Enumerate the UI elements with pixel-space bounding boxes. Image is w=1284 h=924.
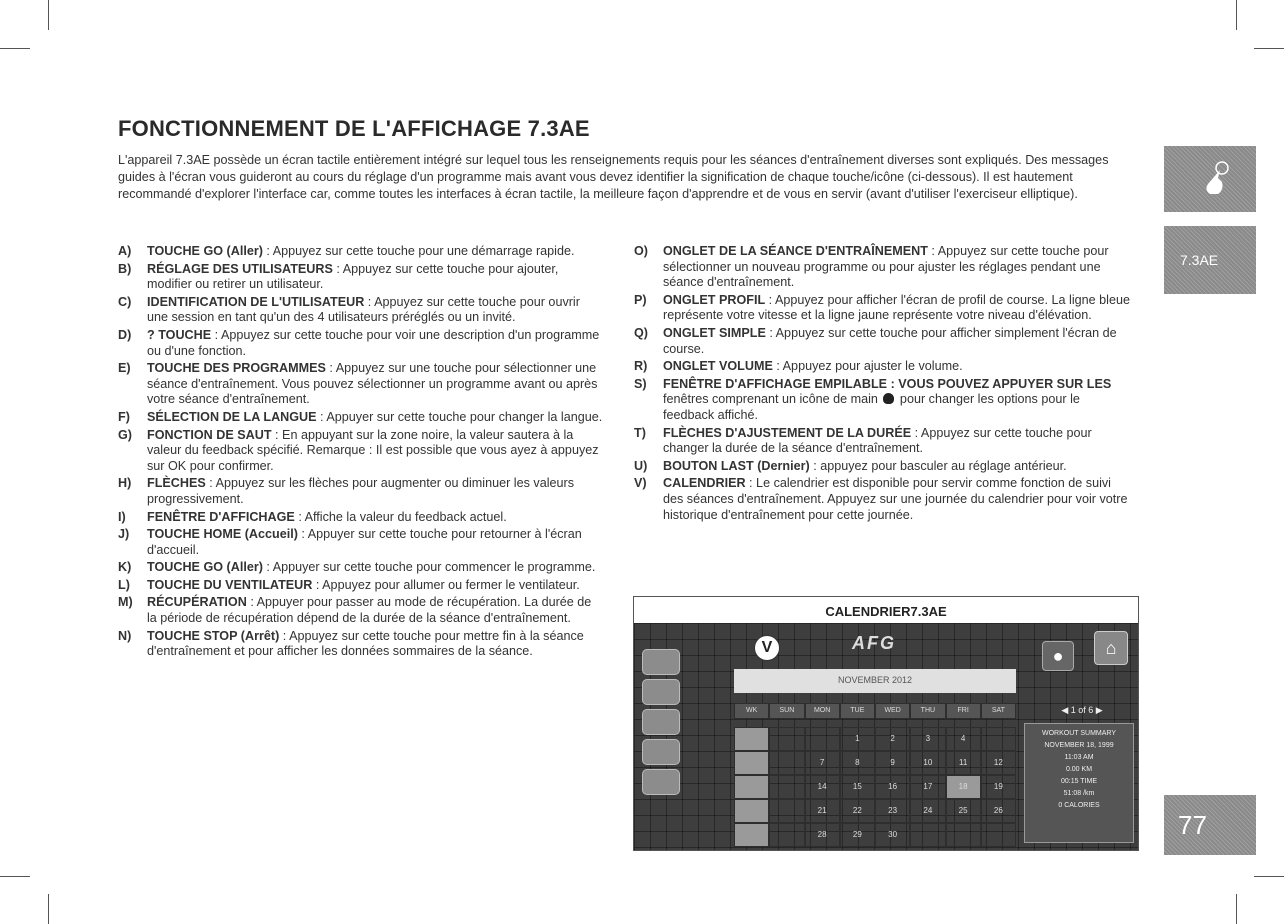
item-text: : Appuyer sur cette touche pour commencer le programme.: [262, 560, 596, 575]
calendar-day: 18: [946, 775, 981, 799]
calendar-header-cell: MON: [805, 703, 840, 719]
item-letter: I): [118, 509, 126, 524]
item-heading: FLÈCHES: [147, 476, 206, 491]
item-text: : En appuyant sur la zone noire, la valeur sautera à la valeur du feedback spécifié. Remarque : Il est possible que vous ayez à appuyez sur OK pour confirmer.: [147, 427, 599, 473]
item-text: : Affiche la valeur du feedback actuel.: [294, 509, 507, 524]
summary-line: 0.00 KM: [1065, 766, 1093, 773]
calendar-week-row: [734, 823, 1016, 847]
calendar-header-cell: TUE: [840, 703, 875, 719]
calendar-day: 22: [840, 799, 875, 823]
calendar-header-cell: WK: [734, 703, 769, 719]
calendar-day: 26: [981, 799, 1016, 823]
item-letter: N): [118, 628, 132, 643]
calendar-day: 17: [910, 775, 945, 799]
list-item: [118, 328, 604, 359]
calendar-week-cell: [734, 775, 769, 799]
item-letter: H): [118, 476, 132, 491]
side-button: [642, 769, 680, 795]
item-heading: TOUCHE DU VENTILATEUR: [147, 577, 313, 592]
calendar-day: 15: [840, 775, 875, 799]
brand-logo: AFG: [852, 633, 896, 653]
list-item: [118, 410, 604, 426]
item-letter: G): [118, 427, 132, 442]
calendar-day: [946, 823, 981, 847]
calendar-day: 12: [981, 751, 1016, 775]
item-text: : Appuyer sur cette touche pour retourner à l'écran d'accueil.: [147, 527, 582, 557]
list-item: [634, 459, 1134, 475]
item-text: : Appuyez pour allumer ou fermer le ventilateur.: [312, 577, 580, 592]
item-letter: A): [118, 244, 132, 258]
summary-line: WORKOUT SUMMARY: [1041, 730, 1117, 737]
side-button: [642, 679, 680, 705]
right-column: [634, 244, 1134, 525]
calendar-day: 30: [875, 823, 910, 847]
crop-mark: [1236, 894, 1237, 924]
calendar-day: [769, 823, 804, 847]
list-item: [634, 293, 1134, 324]
calendar-pager: ◀ 1 of 6 ▶: [1061, 705, 1103, 715]
item-heading: ? TOUCHE: [147, 327, 212, 342]
list-item: [634, 359, 1134, 375]
item-text: : Appuyez pour afficher l'écran de profil de course. La ligne bleue représente votre vitesse et la ligne jaune représente votre niveau d'élévation.: [663, 292, 1130, 323]
calendar-day: 25: [946, 799, 981, 823]
item-text: : Appuyez sur cette touche pour ajouter, modifier ou retirer un utilisateur.: [147, 261, 559, 292]
calendar-day: 9: [875, 751, 910, 775]
item-letter: R): [634, 359, 648, 374]
crop-mark: [1254, 876, 1284, 877]
calendar-week-row: [734, 799, 1016, 823]
item-letter: S): [634, 376, 647, 391]
calendar-day: 16: [875, 775, 910, 799]
calendar-week-row: [734, 727, 1016, 751]
calendar-day: 28: [805, 823, 840, 847]
item-heading: TOUCHE STOP (Arrêt): [147, 628, 280, 643]
crop-mark: [48, 894, 49, 924]
side-tab-touch: [1164, 146, 1256, 212]
item-heading: FLÈCHES D'AJUSTEMENT DE LA DURÉE: [663, 425, 912, 440]
list-item: [118, 295, 604, 326]
item-text: : Appuyer sur cette touche pour changer la langue.: [316, 409, 603, 424]
calendar-week-cell: [734, 727, 769, 751]
calendar-day: [805, 727, 840, 751]
list-item: [634, 326, 1134, 357]
calendar-day: [910, 823, 945, 847]
item-heading: ONGLET DE LA SÉANCE D'ENTRAÎNEMENT: [663, 244, 928, 258]
calendar-header-cell: SUN: [769, 703, 804, 719]
item-text: fenêtres comprenant un icône de main: [663, 392, 882, 407]
hand-touch-icon: [1194, 158, 1234, 198]
pager-label: 1 of 6: [1070, 705, 1094, 715]
item-heading: TOUCHE HOME (Accueil): [147, 527, 298, 542]
item-text: : appuyez pour basculer au réglage antérieur.: [809, 458, 1067, 473]
item-letter: Q): [634, 325, 648, 340]
item-heading: TOUCHE DES PROGRAMMES: [147, 361, 326, 376]
item-heading: ONGLET VOLUME: [663, 359, 773, 374]
calendar-day: 4: [946, 727, 981, 751]
callout-marker-v: V: [754, 635, 780, 661]
item-text: : Appuyez sur cette touche pour une démarrage rapide.: [262, 244, 575, 258]
item-heading: ONGLET SIMPLE: [663, 325, 766, 340]
item-letter: B): [118, 261, 132, 276]
user-icon: ●: [1042, 641, 1074, 671]
intro-paragraph: L'appareil 7.3AE possède un écran tactile entièrement intégré sur lequel tous les renseignements requis pour les séances d'entraînement diverses sont expliqués. Des messages guides à l'écran vous guideront au cours du réglage d'un programme mais avant vous devez identifier la signification de chaque touche/icône (ci-dessous). Il est hautement recommandé d'explorer l'interface car, comme toutes les interfaces à écran tactile, la meilleure façon d'apprendre et de vous en servir (avant d'utiliser l'exerciseur elliptique).: [118, 153, 1109, 201]
calendar-day: 2: [875, 727, 910, 751]
list-item: [118, 595, 604, 626]
list-item: [634, 476, 1134, 523]
item-letter: T): [634, 425, 646, 440]
item-letter: K): [118, 560, 132, 575]
calendar-day: 24: [910, 799, 945, 823]
item-text: : Appuyez sur une touche pour sélectionner une séance d'entraînement. Vous pouvez sélectionner un programme avant ou après votre séance d'entraînement.: [147, 361, 598, 407]
item-heading: ONGLET PROFIL: [663, 292, 766, 307]
side-button: [642, 739, 680, 765]
summary-line: 00:15 TIME: [1060, 778, 1098, 785]
crop-mark: [48, 0, 49, 30]
item-text: : Appuyez pour ajuster le volume.: [772, 359, 963, 374]
calendar-day: [769, 799, 804, 823]
item-heading: IDENTIFICATION DE L'UTILISATEUR: [147, 294, 365, 309]
calendar-day: 7: [805, 751, 840, 775]
calendar-day: 1: [840, 727, 875, 751]
list-item: [118, 560, 604, 576]
crop-mark: [1254, 48, 1284, 49]
list-item: [118, 361, 604, 408]
item-heading: RÉCUPÉRATION: [147, 595, 247, 610]
calendar-day: [769, 727, 804, 751]
item-text: : Appuyez sur cette touche pour afficher simplement l'écran de course.: [663, 325, 1117, 356]
page-title: FONCTIONNEMENT DE L'AFFICHAGE 7.3AE: [118, 116, 590, 141]
list-item: [118, 510, 604, 526]
calendar-header-cell: SAT: [981, 703, 1016, 719]
summary-line: 0 CALORIES: [1058, 802, 1100, 809]
calendar-day: 21: [805, 799, 840, 823]
calendar-day: 14: [805, 775, 840, 799]
calendar-day: [981, 823, 1016, 847]
calendar-week-row: [734, 751, 1016, 775]
item-letter: E): [118, 361, 131, 376]
list-item: [118, 527, 604, 558]
item-letter: U): [634, 458, 648, 473]
calendar-header-cell: THU: [910, 703, 945, 719]
calendar-month: NOVEMBER 2012: [734, 669, 1016, 693]
calendar-screen: [634, 623, 1138, 851]
item-letter: M): [118, 595, 133, 610]
item-heading: FONCTION DE SAUT: [147, 427, 272, 442]
calendar-day: 8: [840, 751, 875, 775]
calendar-week-cell: [734, 799, 769, 823]
list-item: [118, 578, 604, 594]
summary-line: 51:08 /km: [1063, 790, 1095, 797]
summary-line: NOVEMBER 18, 1999: [1044, 742, 1114, 749]
item-letter: J): [118, 527, 130, 542]
calendar-week-row: [734, 775, 1016, 799]
item-heading: BOUTON LAST (Dernier): [663, 458, 810, 473]
calendar-header-cell: WED: [875, 703, 910, 719]
side-button: [642, 649, 680, 675]
item-text: : Le calendrier est disponible pour servir comme fonction de suivi des séances d'entraînement. Appuyez sur une journée du calendrier pour voir votre historique d'entraînement pour cette journée.: [663, 476, 1128, 522]
list-item: [634, 426, 1134, 457]
list-item: [118, 629, 604, 660]
item-letter: F): [118, 409, 130, 424]
item-text: : Appuyez sur cette touche pour sélectionner un nouveau programme ou pour ajuster les réglages pendant une séance d'entraînement.: [663, 244, 1109, 290]
item-text: : Appuyez sur cette touche pour voir une description d'un programme ou d'une fonction.: [147, 327, 600, 358]
list-item: [634, 244, 1134, 291]
calendar-day: 29: [840, 823, 875, 847]
item-letter: V): [634, 476, 647, 491]
item-heading: FENÊTRE D'AFFICHAGE EMPILABLE : VOUS POUVEZ APPUYER SUR LES: [663, 376, 1112, 391]
side-button: [642, 709, 680, 735]
left-column: [118, 244, 604, 662]
item-text: pour changer les options pour le feedback affiché.: [663, 392, 1080, 422]
calendar-day: 19: [981, 775, 1016, 799]
hand-icon: [883, 393, 894, 404]
list-item: [118, 476, 604, 507]
item-text: : Appuyez sur cette touche pour ouvrir une session en tant qu'un des 4 utilisateurs préréglés ou un invité.: [147, 294, 580, 325]
home-icon: ⌂: [1094, 631, 1128, 665]
summary-line: 11:03 AM: [1064, 754, 1094, 761]
calendar-header-cell: FRI: [946, 703, 981, 719]
item-heading: FENÊTRE D'AFFICHAGE: [147, 509, 295, 524]
item-letter: L): [118, 577, 130, 592]
calendar-day: 11: [946, 751, 981, 775]
item-text: : Appuyez sur cette touche pour mettre fin à la séance d'entraînement et pour afficher les données sommaires de la séance.: [147, 628, 584, 659]
item-letter: P): [634, 292, 647, 307]
calendar-figure: [633, 596, 1139, 851]
list-item: [118, 428, 604, 475]
calendar-day: [981, 727, 1016, 751]
calendar-day: 23: [875, 799, 910, 823]
item-heading: SÉLECTION DE LA LANGUE: [147, 409, 317, 424]
item-letter: O): [634, 244, 648, 258]
calendar-week-cell: [734, 751, 769, 775]
calendar-day: 3: [910, 727, 945, 751]
item-text: : Appuyer pour passer au mode de récupération. La durée de la période de récupération dépend de la durée de la séance d'entraînement.: [147, 595, 592, 626]
list-item: [118, 262, 604, 293]
crop-mark: [0, 48, 30, 49]
list-item: [118, 244, 604, 260]
workout-summary: [1024, 723, 1134, 843]
item-letter: D): [118, 327, 132, 342]
item-heading: TOUCHE GO (Aller): [147, 560, 263, 575]
crop-mark: [0, 876, 30, 877]
item-text: : Appuyez sur les flèches pour augmenter ou diminuer les valeurs progressivement.: [147, 476, 574, 506]
calendar-day: [769, 751, 804, 775]
item-heading: RÉGLAGE DES UTILISATEURS: [147, 261, 333, 276]
list-item: [634, 377, 1134, 424]
item-text: : Appuyez sur cette touche pour changer la durée de la séance d'entraînement.: [663, 425, 1092, 456]
page-number: 77: [1164, 795, 1256, 855]
item-heading: TOUCHE GO (Aller): [147, 244, 263, 258]
calendar-day: [769, 775, 804, 799]
calendar-week-cell: [734, 823, 769, 847]
side-tab-model: 7.3AE: [1164, 226, 1256, 294]
calendar-figure-title: CALENDRIER7.3AE: [634, 597, 1138, 623]
crop-mark: [1236, 0, 1237, 30]
item-letter: C): [118, 294, 132, 309]
calendar-header-row: [734, 703, 1016, 727]
calendar-grid: [734, 703, 1016, 847]
calendar-day: 10: [910, 751, 945, 775]
item-heading: CALENDRIER: [663, 476, 746, 491]
